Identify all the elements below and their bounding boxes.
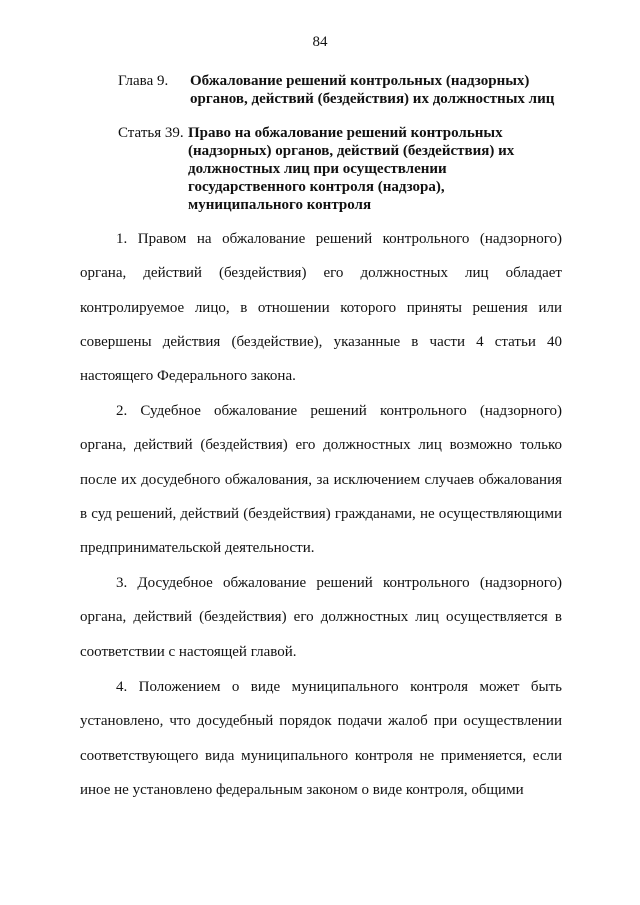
article-title-line: (надзорных) органов, действий (бездействия) их	[188, 143, 515, 159]
article-title-line: муниципального контроля	[188, 197, 372, 213]
article-title-line: Право на обжалование решений контрольных	[188, 125, 503, 141]
article-label: Статья 39.	[118, 125, 184, 141]
article-title-line: государственного контроля (надзора),	[188, 179, 445, 195]
chapter-label: Глава 9.	[118, 73, 169, 89]
paragraph-4: 4. Положением о виде муниципального контроля может быть установлено, что досудебный порядок подачи жалоб при осуществлении соответствующего вида муниципального контроля не применяется, если иное не установлено федеральным законом о виде контроля, общими	[80, 679, 562, 798]
chapter-title-line: Обжалование решений контрольных (надзорных)	[190, 73, 530, 89]
page-number: 84	[312, 34, 328, 50]
chapter-title-line: органов, действий (бездействия) их должностных лиц	[190, 91, 555, 107]
article-title-line: должностных лиц при осуществлении	[188, 161, 447, 177]
paragraph-1: 1. Правом на обжалование решений контрольного (надзорного) органа, действий (бездействия) его должностных лиц обладает контролируемое лицо, в отношении которого приняты решения или совершены действия (бездействие), указанные в части 4 статьи 40 настоящего Федерального закона.	[80, 231, 562, 385]
paragraph-3: 3. Досудебное обжалование решений контрольного (надзорного) органа, действий (бездействия) его должностных лиц осуществляется в соответствии с настоящей главой.	[80, 575, 562, 660]
paragraph-2: 2. Судебное обжалование решений контрольного (надзорного) органа, действий (бездействия) его должностных лиц возможно только после их досудебного обжалования, за исключением случаев обжалования в суд решений, действий (бездействия) гражданами, не осуществляющими предпринимательской деятельности.	[80, 403, 562, 557]
